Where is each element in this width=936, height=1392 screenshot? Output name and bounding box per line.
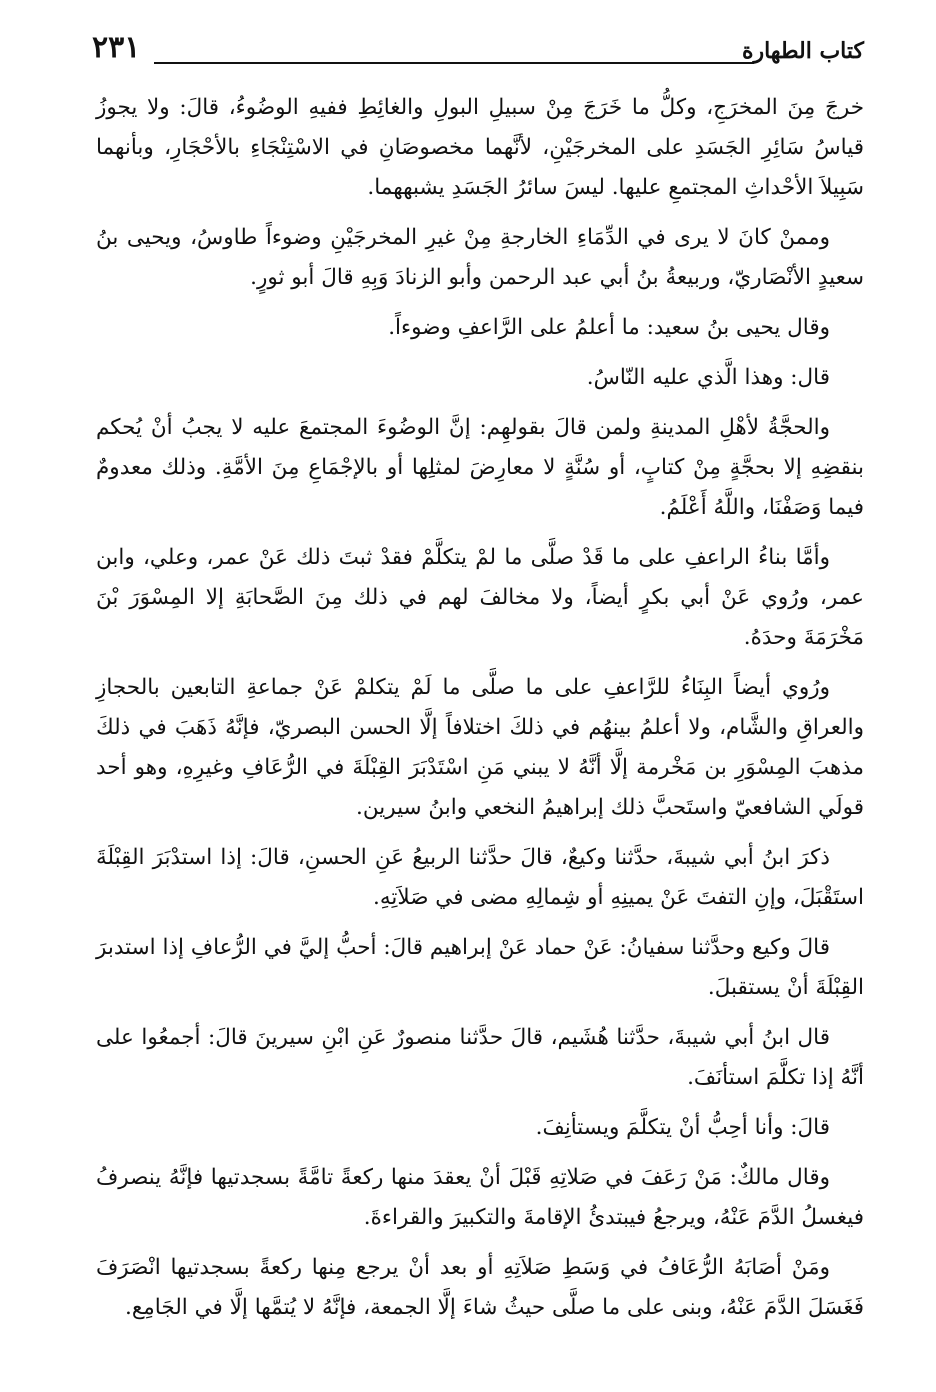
paragraph-10: قال ابنُ أبي شيبةَ، حدَّثنا هُشَيم، قالَ حدَّثنا منصورٌ عَنِ ابْنِ سيرينَ قالَ: أجمعُوا على أنَّهُ إذا تكلَّمَ استأنَفَ.: [96, 1025, 864, 1090]
paragraph-7: ورُوي أيضاً البِنَاءُ للرَّاعفِ على ما صلَّى ما لَمْ يتكلمْ عَنْ جماعةِ التابعين بالحجازِ والعراقِ والشَّام، ولا أعلمُ بينهُم في ذلكَ اختلافاً إلَّا الحسن البصريّ، فإنَّهُ ذَهَبَ في ذلكَ مذهبَ المِسْوَرِ بن مَخْرمة إلَّا أنَّهُ لا يبني مَنِ اسْتَدْبَرَ القِبْلَةَ في الرُّعَافِ وغيرِهِ، وهو أحد قولَي الشافعيّ واستَحبَّ ذلك إبراهيمُ النخعي وابنُ سيرين.: [96, 675, 864, 820]
paragraph-12: وقال مالكٌ: مَنْ رَعَفَ في صَلاتِهِ قَبْلَ أنْ يعقدَ منها ركعةً تامَّةً بسجدتيها فإنَّهُ ينصرفُ فيغسلُ الدَّمَ عَنْهُ، ويرجعُ فيبتدئُ الإقامةَ والتكبيرَ والقراءةَ.: [96, 1165, 864, 1230]
paragraph-1: خرجَ مِنَ المخرَجِ، وكلُّ ما خَرَجَ مِنْ سبيلِ البولِ والغائِطِ ففيهِ الوضُوءُ، قالَ: ولا يجوزُ قياسُ سَائِرِ الجَسَدِ على المخرجَيْنِ، لأنَّهما مخصوصَانِ في الاسْتِنْجَاءِ بالأحْجَارِ، وبأنهما سَبِيلاَ الأحْداثِ المجتمعِ عليها. ليسَ سائرُ الجَسَدِ يشبههما.: [96, 95, 864, 200]
page-header: [92, 28, 864, 72]
paragraph-6: وأمَّا بناءُ الراعفِ على ما قَدْ صلَّى ما لمْ يتكلَّمْ فقدْ ثبتَ ذلك عَنْ عمر، وعلي، وابن عمر، ورُوي عَنْ أبي بكرٍ أيضاً، ولا مخالفَ لهم في ذلك مِنَ الصَّحابَةِ إلا المِسْوَرَ بْنَ مَخْرَمَةَ وحدَهُ.: [96, 545, 864, 650]
paragraph-13: ومَنْ أصَابَهُ الرُّعَافُ في وَسَطِ صَلاَتِهِ أو بعد أنْ يرجع مِنها ركعةً بسجدتيها انْصَرَفَ فَغَسَلَ الدَّمَ عَنْهُ، وبنى على ما صلَّى حيثُ شاءَ إلَّا الجمعة، فإنَّهُ لا يُتمَّها إلَّا في الجَامِع.: [96, 1255, 864, 1320]
paragraph-4: قال: وهذا الَّذي عليه النّاسُ.: [586, 365, 830, 390]
paragraph-2: وممنْ كانَ لا يرى في الدِّمَاءِ الخارجةِ مِنْ غيرِ المخرجَيْنِ وضوءاً طاوسُ، ويحيى بنُ سعيدٍ الأنْصَاريّ، وربيعةُ بنُ أبي عبد الرحمن وأبو الزنادَ وَبِهِ قالَ أبو ثورٍ.: [96, 225, 864, 290]
page-body: [96, 88, 864, 1338]
chapter-title: كتاب الطهارة: [741, 38, 864, 64]
paragraph-8: ذكرَ ابنُ أبي شيبةَ، حدَّثنا وكيعٌ، قالَ حدَّثنا الربيعُ عَنِ الحسنِ، قالَ: إذا استدْبَرَ القِبْلَةَ استَقْبَلَ، وإنِ التفتَ عَنْ يمينِهِ أو شِمالِهِ مضى في صَلاَتِهِ.: [96, 845, 864, 910]
paragraph-3: وقال يحيى بنُ سعيد: ما أعلمُ على الرَّاعفِ وضوءاً.: [388, 315, 830, 340]
header-rule: [154, 62, 754, 64]
page-number: ٢٣١: [92, 30, 141, 65]
paragraph-5: والحجَّةُ لأهْلِ المدينةِ ولمن قالَ بقولهِم: إنَّ الوضُوءَ المجتمعَ عليه لا يجبُ أنْ يُحكم بنقضِهِ إلا بحجَّةٍ مِنْ كتابٍ، أو سُنَّةٍ لا معارِضَ لمثلِها أو بالإجْمَاعِ مِنَ الأمَّةِ. وذلك معدومٌ فيما وَصَفْنَا، واللَّهُ أَعْلَمُ.: [96, 415, 864, 520]
paragraph-11: قالَ: وأنا أحِبُّ أنْ يتكلَّمَ ويستأنِفَ.: [535, 1115, 830, 1140]
paragraph-9: قالَ وكيع وحدَّثنا سفيانُ: عَنْ حماد عَنْ إبراهيم قالَ: أحبُّ إليَّ في الرُّعافِ إذا استدبرَ القِبْلَةَ أنْ يستقبلَ.: [96, 935, 864, 1000]
